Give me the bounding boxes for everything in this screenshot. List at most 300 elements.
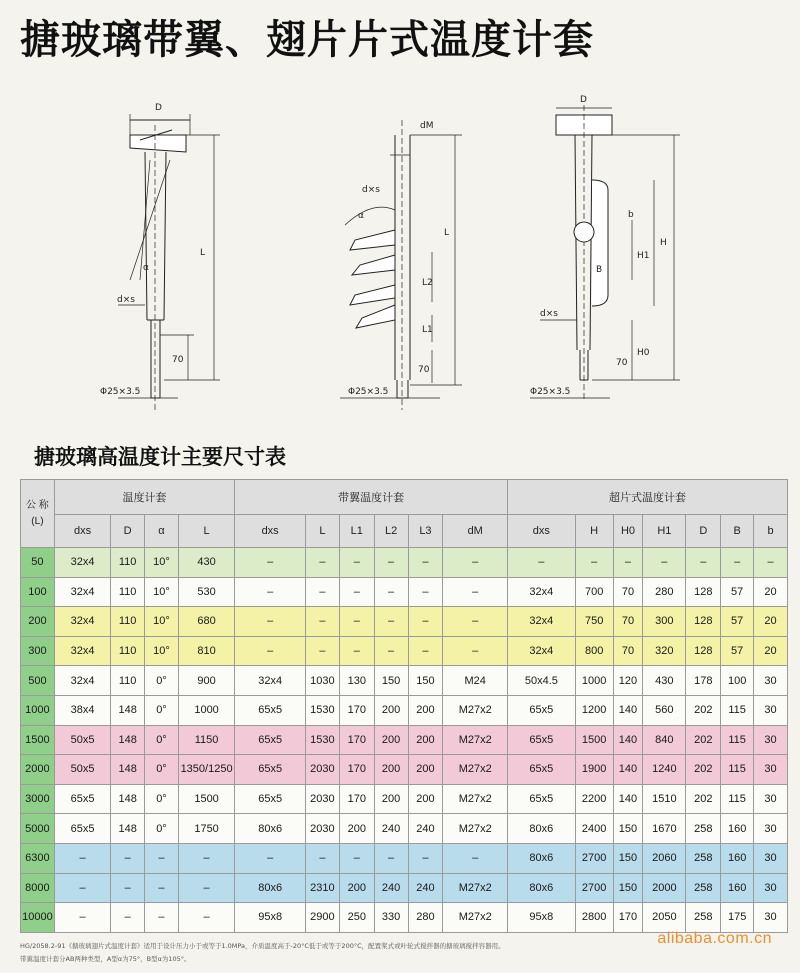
table-cell: 2700 [575, 873, 613, 903]
table-cell: 30 [754, 814, 788, 844]
table-cell: 258 [686, 814, 721, 844]
table-cell: 57 [721, 636, 754, 666]
table-cell: 65x5 [235, 695, 306, 725]
table-cell: M24 [443, 666, 508, 696]
table-cell: 32x4 [54, 666, 110, 696]
table-cell: 57 [721, 577, 754, 607]
table-cell: – [339, 607, 374, 637]
table-cell: 50x4.5 [508, 666, 576, 696]
table-cell: 32x4 [54, 636, 110, 666]
group-header-winged: 带翼温度计套 [235, 480, 508, 515]
table-row [21, 873, 788, 903]
d3-label-dxs: d×s [540, 309, 558, 319]
table-cell: 148 [111, 725, 145, 755]
column-header: L [306, 515, 340, 548]
table-cell: 140 [613, 784, 643, 814]
technical-drawings [0, 80, 800, 420]
table-cell: 200 [374, 695, 408, 725]
table-row [21, 755, 788, 785]
table-cell: 32x4 [54, 577, 110, 607]
table-cell: 240 [374, 814, 408, 844]
table-cell: – [306, 607, 340, 637]
table-cell: 0° [145, 755, 179, 785]
column-header: H1 [643, 515, 686, 548]
table-cell: 10° [145, 577, 179, 607]
table-cell: 65x5 [508, 725, 576, 755]
table-row [21, 548, 788, 578]
table-cell: – [443, 548, 508, 578]
table-cell: 2800 [575, 903, 613, 933]
table-cell: 110 [111, 607, 145, 637]
table-cell: – [339, 577, 374, 607]
table-cell: 30 [754, 843, 788, 873]
d3-label-H: H [660, 238, 667, 248]
table-cell: 2900 [306, 903, 340, 933]
table-cell: – [178, 843, 234, 873]
table-cell: 202 [686, 755, 721, 785]
d2-label-L2: L2 [422, 278, 433, 288]
table-cell: – [306, 636, 340, 666]
table-cell: 750 [575, 607, 613, 637]
table-cell: 0° [145, 725, 179, 755]
d1-label-L: L [200, 248, 206, 258]
table-cell: 150 [613, 843, 643, 873]
table-cell: 200 [408, 784, 443, 814]
table-cell: – [754, 548, 788, 578]
table-cell: – [306, 548, 340, 578]
table-cell: 900 [178, 666, 234, 696]
column-header: dxs [508, 515, 576, 548]
table-cell: 20 [754, 577, 788, 607]
table-cell: 175 [721, 903, 754, 933]
table-cell: M27x2 [443, 814, 508, 844]
table-cell: 200 [408, 695, 443, 725]
table-cell: 70 [613, 607, 643, 637]
d3-label-H0: H0 [637, 348, 650, 358]
d2-label-70: 70 [418, 365, 430, 375]
table-cell: 30 [754, 695, 788, 725]
drawing-winged-sleeve [340, 120, 462, 410]
table-cell: 110 [111, 577, 145, 607]
table-cell: 65x5 [508, 755, 576, 785]
d1-label-dxs: d×s [117, 295, 135, 305]
table-cell: 148 [111, 814, 145, 844]
d1-label-70: 70 [172, 355, 184, 365]
table-cell: 148 [111, 755, 145, 785]
table-cell: – [374, 577, 408, 607]
table-cell: – [339, 636, 374, 666]
table-cell: – [508, 548, 576, 578]
table-cell: 70 [613, 636, 643, 666]
table-cell: 95x8 [235, 903, 306, 933]
table-cell: 0° [145, 784, 179, 814]
column-header: dM [443, 515, 508, 548]
table-cell: 810 [178, 636, 234, 666]
table-cell: 2050 [643, 903, 686, 933]
table-cell: 148 [111, 784, 145, 814]
table-row [21, 577, 788, 607]
table-cell: 130 [339, 666, 374, 696]
table-row [21, 903, 788, 933]
table-cell: – [643, 548, 686, 578]
nominal-cell: 2000 [21, 755, 55, 785]
table-cell: 150 [374, 666, 408, 696]
table-cell: 57 [721, 607, 754, 637]
table-cell: 140 [613, 725, 643, 755]
table-cell: 70 [613, 577, 643, 607]
table-cell: 1200 [575, 695, 613, 725]
table-cell: 65x5 [235, 784, 306, 814]
drawing-fin-sleeve [530, 105, 680, 400]
table-cell: 115 [721, 725, 754, 755]
d2-label-L1: L1 [422, 325, 433, 335]
table-cell: – [54, 903, 110, 933]
table-cell: 2400 [575, 814, 613, 844]
table-cell: 120 [613, 666, 643, 696]
table-title: 搪玻璃高温度计主要尺寸表 [34, 445, 286, 469]
table-row [21, 814, 788, 844]
nominal-cell: 300 [21, 636, 55, 666]
table-cell: 178 [686, 666, 721, 696]
table-cell: 32x4 [235, 666, 306, 696]
footnote [20, 940, 580, 966]
nominal-cell: 6300 [21, 843, 55, 873]
column-header: H0 [613, 515, 643, 548]
table-cell: 65x5 [235, 725, 306, 755]
table-cell: – [111, 903, 145, 933]
table-cell: 258 [686, 903, 721, 933]
table-row [21, 666, 788, 696]
table-cell: – [408, 607, 443, 637]
table-cell: 30 [754, 666, 788, 696]
table-cell: 240 [374, 873, 408, 903]
table-cell: 1530 [306, 695, 340, 725]
table-cell: 700 [575, 577, 613, 607]
table-cell: – [721, 548, 754, 578]
table-cell: 1510 [643, 784, 686, 814]
table-row [21, 695, 788, 725]
table-cell: – [443, 636, 508, 666]
table-cell: – [111, 843, 145, 873]
table-cell: – [443, 843, 508, 873]
column-header: dxs [54, 515, 110, 548]
d3-label-B: B [596, 265, 603, 275]
table-cell: 200 [374, 725, 408, 755]
table-cell: 170 [339, 725, 374, 755]
table-cell: 110 [111, 666, 145, 696]
table-cell: – [408, 577, 443, 607]
table-cell: 65x5 [54, 784, 110, 814]
table-cell: 65x5 [235, 755, 306, 785]
table-cell: 160 [721, 873, 754, 903]
table-cell: 200 [339, 814, 374, 844]
table-cell: 258 [686, 843, 721, 873]
table-cell: 1350/1250 [178, 755, 234, 785]
table-cell: 1150 [178, 725, 234, 755]
table-cell: 20 [754, 607, 788, 637]
table-cell: 170 [339, 755, 374, 785]
table-cell: 680 [178, 607, 234, 637]
table-cell: 65x5 [54, 814, 110, 844]
table-cell: 38x4 [54, 695, 110, 725]
d3-label-70: 70 [616, 358, 628, 368]
table-cell: – [443, 577, 508, 607]
table-cell: 1030 [306, 666, 340, 696]
page-title: 搪玻璃带翼、翅片片式温度计套 [20, 17, 594, 63]
table-cell: – [339, 548, 374, 578]
group-header-sleeve: 温度计套 [54, 480, 234, 515]
column-header: L1 [339, 515, 374, 548]
table-cell: 32x4 [54, 607, 110, 637]
nominal-cell: 100 [21, 577, 55, 607]
table-cell: 840 [643, 725, 686, 755]
table-cell: 128 [686, 577, 721, 607]
table-cell: 80x6 [508, 873, 576, 903]
d2-label-dM: dM [420, 121, 434, 131]
nominal-cell: 500 [21, 666, 55, 696]
table-row [21, 843, 788, 873]
table-cell: 200 [339, 873, 374, 903]
table-cell: 202 [686, 784, 721, 814]
column-header: D [111, 515, 145, 548]
table-cell: 0° [145, 666, 179, 696]
watermark: alibaba.com.cn [657, 930, 772, 947]
table-cell: 0° [145, 814, 179, 844]
table-cell: – [54, 843, 110, 873]
nominal-cell: 3000 [21, 784, 55, 814]
table-cell: M27x2 [443, 903, 508, 933]
d2-label-alpha: α [358, 211, 364, 221]
table-cell: 2060 [643, 843, 686, 873]
table-cell: 140 [613, 695, 643, 725]
table-cell: 80x6 [235, 814, 306, 844]
table-row [21, 725, 788, 755]
table-row [21, 636, 788, 666]
table-cell: 20 [754, 636, 788, 666]
table-cell: 110 [111, 636, 145, 666]
table-cell: – [339, 843, 374, 873]
table-cell: 2030 [306, 814, 340, 844]
d1-label-D: D [155, 103, 162, 113]
table-cell: 140 [613, 755, 643, 785]
table-cell: 200 [374, 755, 408, 785]
table-cell: – [235, 548, 306, 578]
table-cell: 1530 [306, 725, 340, 755]
table-cell: 300 [643, 607, 686, 637]
table-cell: – [613, 548, 643, 578]
nominal-cell: 200 [21, 607, 55, 637]
table-cell: 150 [613, 814, 643, 844]
table-cell: 95x8 [508, 903, 576, 933]
nominal-cell: 8000 [21, 873, 55, 903]
table-cell: 1500 [178, 784, 234, 814]
table-cell: 240 [408, 873, 443, 903]
table-cell: 32x4 [508, 577, 576, 607]
table-cell: 148 [111, 695, 145, 725]
table-cell: 2700 [575, 843, 613, 873]
table-cell: 32x4 [508, 636, 576, 666]
table-cell: – [111, 873, 145, 903]
table-cell: – [235, 577, 306, 607]
table-cell: 65x5 [508, 695, 576, 725]
table-cell: 30 [754, 903, 788, 933]
d2-label-dxs: d×s [362, 185, 380, 195]
table-cell: 170 [613, 903, 643, 933]
table-cell: M27x2 [443, 873, 508, 903]
d3-label-b: b [628, 210, 634, 220]
table-cell: 100 [721, 666, 754, 696]
table-cell: 128 [686, 636, 721, 666]
table-cell: – [178, 873, 234, 903]
d3-label-phi: Φ25×3.5 [530, 387, 571, 397]
table-cell: – [306, 577, 340, 607]
table-cell: – [408, 636, 443, 666]
column-header: L3 [408, 515, 443, 548]
table-cell: M27x2 [443, 695, 508, 725]
nominal-cell: 50 [21, 548, 55, 578]
table-cell: 30 [754, 784, 788, 814]
table-cell: 2030 [306, 784, 340, 814]
table-cell: – [145, 903, 179, 933]
table-cell: 50x5 [54, 725, 110, 755]
table-cell: 2200 [575, 784, 613, 814]
table-cell: 240 [408, 814, 443, 844]
column-header: α [145, 515, 179, 548]
table-cell: 80x6 [508, 843, 576, 873]
table-cell: 0° [145, 695, 179, 725]
nominal-cell: 5000 [21, 814, 55, 844]
table-cell: – [408, 548, 443, 578]
table-cell: – [408, 843, 443, 873]
column-header: D [686, 515, 721, 548]
table-cell: 320 [643, 636, 686, 666]
column-header: dxs [235, 515, 306, 548]
table-cell: 150 [613, 873, 643, 903]
table-cell: – [54, 873, 110, 903]
table-cell: 430 [178, 548, 234, 578]
table-cell: 30 [754, 755, 788, 785]
table-cell: – [235, 843, 306, 873]
table-cell: 1240 [643, 755, 686, 785]
nominal-cell: 1500 [21, 725, 55, 755]
table-cell: – [145, 873, 179, 903]
table-cell: 160 [721, 843, 754, 873]
table-cell: – [374, 607, 408, 637]
table-cell: 150 [408, 666, 443, 696]
table-cell: – [178, 903, 234, 933]
drawing-sleeve [118, 114, 220, 410]
column-header: B [721, 515, 754, 548]
footnote-line-1: HG/2058.2-91《搪玻璃翅片式温度计套》适用于设计压力小于或等于1.0MPa，介质温度高于-20°C低于或等于200°C，配置桨式或叶轮式搅拌器的搪玻璃搅拌容器用。 [20, 942, 505, 950]
d2-label-L: L [444, 228, 450, 238]
table-cell: 1000 [178, 695, 234, 725]
table-cell: 1500 [575, 725, 613, 755]
table-cell: 1750 [178, 814, 234, 844]
d3-label-H1: H1 [637, 251, 650, 261]
column-header: b [754, 515, 788, 548]
table-cell: 110 [111, 548, 145, 578]
nominal-cell: 1000 [21, 695, 55, 725]
table-cell: 2000 [643, 873, 686, 903]
table-cell: – [575, 548, 613, 578]
table-cell: 128 [686, 607, 721, 637]
table-cell: 115 [721, 784, 754, 814]
table-cell: – [306, 843, 340, 873]
table-cell: 560 [643, 695, 686, 725]
table-row [21, 607, 788, 637]
table-cell: – [374, 548, 408, 578]
table-cell: – [145, 843, 179, 873]
table-cell: 258 [686, 873, 721, 903]
column-header: L [178, 515, 234, 548]
table-cell: 200 [374, 784, 408, 814]
table-cell: 1670 [643, 814, 686, 844]
table-cell: 32x4 [508, 607, 576, 637]
table-cell: 280 [643, 577, 686, 607]
table-cell: 530 [178, 577, 234, 607]
table-cell: 80x6 [508, 814, 576, 844]
table-cell: 202 [686, 725, 721, 755]
table-cell: 250 [339, 903, 374, 933]
table-cell: 1000 [575, 666, 613, 696]
table-cell: – [235, 607, 306, 637]
column-header: H [575, 515, 613, 548]
table-cell: 202 [686, 695, 721, 725]
nominal-cell: 10000 [21, 903, 55, 933]
table-cell: 430 [643, 666, 686, 696]
table-cell: 170 [339, 695, 374, 725]
table-cell: M27x2 [443, 725, 508, 755]
table-cell: 80x6 [235, 873, 306, 903]
table-cell: M27x2 [443, 755, 508, 785]
group-header-fin: 超片式温度计套 [508, 480, 788, 515]
nominal-header: 公 称 (L) [21, 480, 55, 548]
table-cell: M27x2 [443, 784, 508, 814]
table-cell: 330 [374, 903, 408, 933]
table-cell: 170 [339, 784, 374, 814]
table-cell: – [374, 636, 408, 666]
table-cell: 160 [721, 814, 754, 844]
dimension-table [20, 479, 788, 933]
table-cell: 115 [721, 755, 754, 785]
table-row [21, 784, 788, 814]
table-cell: 200 [408, 755, 443, 785]
table-cell: – [374, 843, 408, 873]
table-cell: 65x5 [508, 784, 576, 814]
column-header: L2 [374, 515, 408, 548]
table-cell: 2310 [306, 873, 340, 903]
table-cell: 50x5 [54, 755, 110, 785]
table-cell: 115 [721, 695, 754, 725]
table-cell: 10° [145, 548, 179, 578]
table-cell: – [235, 636, 306, 666]
d3-label-D: D [580, 95, 587, 105]
table-cell: 200 [408, 725, 443, 755]
table-cell: – [443, 607, 508, 637]
d1-label-phi: Φ25×3.5 [100, 387, 141, 397]
table-cell: 32x4 [54, 548, 110, 578]
footnote-line-2: 带翼温度计套分AB两种类型，A型α为75°，B型α为105°。 [20, 955, 191, 963]
table-cell: 800 [575, 636, 613, 666]
table-cell: 280 [408, 903, 443, 933]
table-cell: – [686, 548, 721, 578]
table-cell: 1900 [575, 755, 613, 785]
d2-label-phi: Φ25×3.5 [348, 387, 389, 397]
table-cell: 30 [754, 873, 788, 903]
table-cell: 10° [145, 636, 179, 666]
table-cell: 2030 [306, 755, 340, 785]
table-cell: 10° [145, 607, 179, 637]
